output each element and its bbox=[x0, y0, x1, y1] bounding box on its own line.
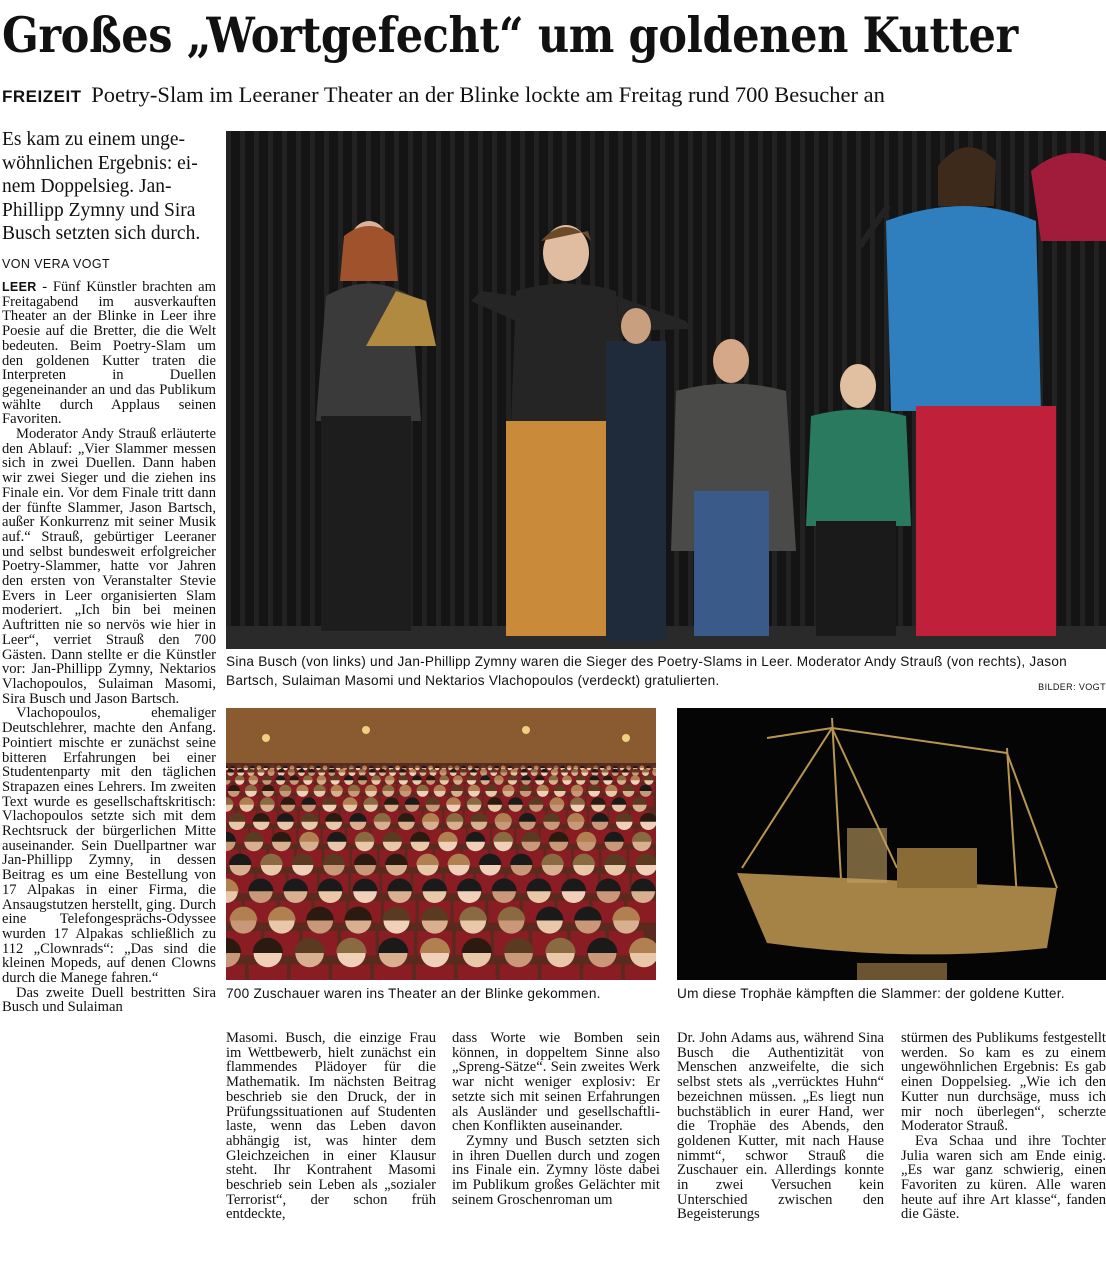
paragraph: Masomi. Busch, die einzige Frau im Wettbewerb, hielt zunächst ein flammendes Plädoyer für die Mathematik. Im nächsten Beitrag beschrieb sie den Druck, der in Prüfungssituationen auf Studenten laste, wenn das Leben davon abhängig ist, was hinter dem Gleichzeichen in einer Klausur steht. Ihr Kontrahent Masomi beschrieb sein Leben als „sozialer Terrorist“, der schon früh entdeckte, bbox=[226, 1030, 436, 1223]
paragraph: Das zweite Duell bestritten Sira Busch und Sulaiman bbox=[2, 984, 216, 1016]
caption-trophy: Um diese Trophäe kämpften die Slammer: der goldene Kutter. bbox=[677, 986, 1065, 1001]
photo-credit: BILDER: VOGT bbox=[1038, 681, 1106, 692]
kicker: FREIZEIT bbox=[2, 87, 82, 106]
text-column-3 bbox=[452, 1031, 660, 1207]
text-column-1 bbox=[2, 280, 216, 1015]
paragraph: LEER - Fünf Künstler brachten am Freitagabend im ausverkauften Theater an der Blinke in Leer ihre Poesie auf die Bretter, die die Welt bedeuten. Beim Poetry-Slam um den goldenen Kutter traten die Interpreten in Duellen gegeneinander an und das Publikum wählte durch Applaus seinen Favoriten. bbox=[2, 279, 216, 428]
paragraph: stürmen des Publikums festgestellt werden. So kam es zu einem ungewöhnlichen Ergebnis: Es gab einen Doppelsieg. „Wie ich den Kutter nun durchsäge, muss ich mir noch überlegen“, scherzte Moderator Strauß. bbox=[901, 1030, 1106, 1135]
stage-photo bbox=[226, 131, 1106, 649]
paragraph: Eva Schaa und ihre Tochter Julia waren sich am Ende einig. „Es war ganz schwierig, einen Favoriten zu küren. Alle waren heute auf ihre Art klasse“, fanden die Gäste. bbox=[901, 1132, 1106, 1223]
subline-text: Poetry-Slam im Leeraner Theater an der Blinke lockte am Freitag rund 700 Besucher an bbox=[91, 82, 885, 107]
dateline: LEER bbox=[2, 280, 37, 294]
trophy-photo bbox=[677, 708, 1106, 980]
paragraph: dass Worte wie Bomben sein können, in doppeltem Sinne also „Spreng-Sätze“. Sein zweites Werk war nicht weniger explosiv: Er setzte sich mit seinen Erfahrungen als Ausländer und gesellschaftlichen Konflikten auseinander. bbox=[452, 1030, 660, 1135]
text-column-2 bbox=[226, 1031, 436, 1222]
text-column-4 bbox=[677, 1031, 884, 1222]
paragraph: Vlachopoulos, ehemaliger Deutschlehrer, machte den Anfang. Pointiert mischte er zunächst seine bitteren Erfahrungen bei einer Studentenparty mit den täglichen Strapazen eines Lehrers. Im zweiten Text wurde es gesellschaftskritisch: Vlachopoulos setzte sich mit dem Rechtsruck der bürgerlichen Mitte auseinander. Sein Duellpartner war Jan-Phillipp Zymny, in dessen Beitrag es um eine Bestellung von 17 Alpakas in einer Firma, die Ansaugstutzen herstellt, ging. Durch eine Telefongesprächs-Odyssee wurden 17 Alpakas schließlich zu 112 „Clownrads“: „Das sind die kleinen Mopeds, auf denen Clowns durch die Manege fahren.“ bbox=[2, 705, 216, 987]
byline: VON VERA VOGT bbox=[2, 257, 111, 271]
caption-audience: 700 Zuschauer waren ins Theater an der Blinke gekommen. bbox=[226, 986, 601, 1001]
paragraph: Zymny und Busch setzten sich in ihren Duellen durch und zogen ins Finale ein. Zymny löste dabei im Publikum großes Gelächter mit seinem Groschenroman um bbox=[452, 1132, 660, 1208]
text-column-5 bbox=[901, 1031, 1106, 1222]
paragraph: Moderator Andy Strauß erläuterte den Ablauf: „Vier Slammer messen sich in zwei Duellen. Dann haben wir zwei Sieger und die ziehen ins Finale ein. Vor dem Finale tritt dann der fünfte Slammer, Jason Bartsch, außer Konkurrenz mit seiner Musik auf.“ Strauß, gebürtiger Leeraner und selbst bundesweit erfolgreicher Poetry-Slammer, hatte vor Jahren den ersten von Veranstalter Stevie Evers in Leer organisierten Slam moderiert. „Ich bin bei meinen Auftritten nie so nervös wie hier in Leer“, verriet Strauß den 700 Gästen. Dann stellte er die Künstler vor: Jan-Phillipp Zymny, Nektarios Vlachopoulos, Sulaiman Masomi, Sira Busch und Jason Bartsch. bbox=[2, 426, 216, 707]
caption-main: Sina Busch (von links) und Jan-Phillipp Zymny waren die Sieger des Poetry-Slams in Leer. Moderator Andy Strauß (von rechts), Jason Bartsch, Sulaiman Masomi und Nektarios Vlachopoulos (verdeckt) gratulierten. BILDER: VOGT bbox=[226, 653, 1106, 696]
audience-photo bbox=[226, 708, 656, 980]
subline bbox=[2, 80, 1102, 112]
headline: Großes „Wortgefecht“ um goldenen Kutter bbox=[2, 6, 1018, 64]
teaser: Es kam zu einem ungewöhnlichen Ergebnis: einem Doppelsieg. Jan-Phillipp Zymny und Sira Busch setzten sich durch. bbox=[2, 129, 201, 244]
paragraph: Dr. John Adams aus, während Sina Busch die Authentizität von Menschen anzweifelte, die sich selbst stets als „verrücktes Huhn“ bezeichnen müssen. „Es liegt nun buchstäblich in eurer Hand, wer die Trophäe des Abends, den goldenen Kutter, mit nach Hause nimmt“, schwor Strauß die Zuschauer ein. Allerdings konnte in zwei Versuchen kein Unterschied zwischen den Begeisterungs bbox=[677, 1030, 884, 1223]
